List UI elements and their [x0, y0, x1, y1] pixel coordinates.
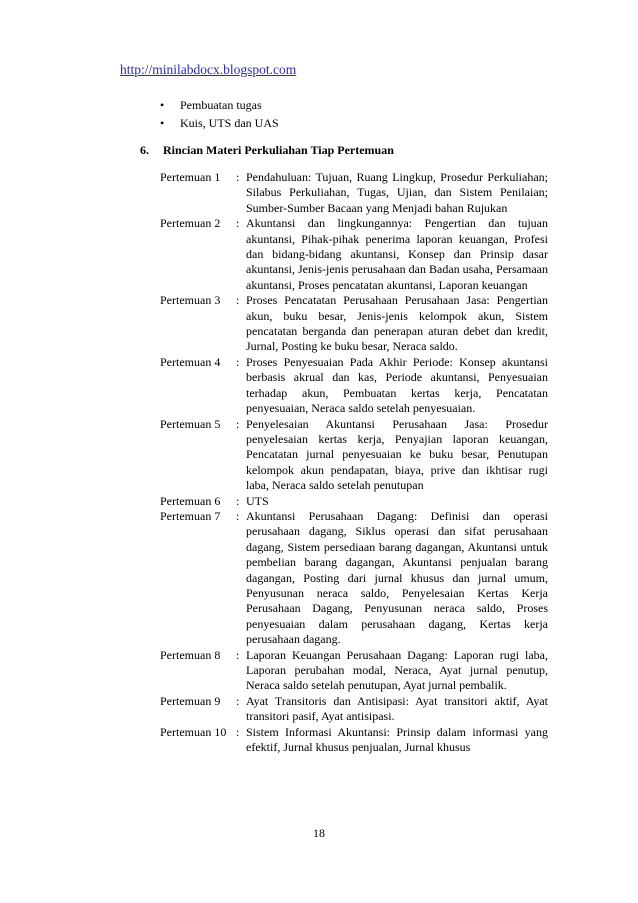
meeting-row [160, 648, 548, 694]
meeting-label: Pertemuan 9 [160, 693, 221, 708]
bullet-item [160, 114, 279, 132]
meeting-row [160, 494, 548, 509]
meeting-label: Pertemuan 2 [160, 216, 221, 231]
meeting-label: Pertemuan 7 [160, 508, 221, 523]
meeting-text: UTS [246, 493, 269, 508]
meeting-colon: : [236, 724, 240, 739]
meeting-label: Pertemuan 10 [160, 724, 227, 739]
meeting-colon: : [236, 493, 240, 508]
meeting-label: Pertemuan 1 [160, 170, 221, 184]
meeting-colon: : [236, 216, 240, 231]
section-heading [140, 143, 394, 158]
meeting-row [160, 170, 548, 216]
meeting-text: Sistem Informasi Akuntansi: Prinsip dalam informasi yang efektif, Jurnal khusus penjualan, Jurnal khusus [246, 724, 548, 755]
meeting-colon: : [236, 416, 240, 431]
meeting-row [160, 509, 548, 648]
meeting-row [160, 417, 548, 494]
meeting-colon: : [236, 354, 240, 369]
meeting-row [160, 725, 548, 756]
meeting-row [160, 355, 548, 417]
meeting-row [160, 216, 548, 293]
meeting-text: Akuntansi dan lingkungannya: Pengertian dan tujuan akuntansi, Pihak-pihak penerima laporan keuangan, Profesi dan bidang-bidang akuntansi, Konsep dan Prinsip dasar akuntansi, Jenis-jenis perusahaan dan Badan usaha, Persamaan akuntansi, Proses pencatatan akuntansi, Laporan keuangan [246, 216, 548, 292]
bullet-dot-icon: • [160, 116, 165, 130]
meeting-text: Akuntansi Perusahaan Dagang: Definisi dan operasi perusahaan dagang, Siklus operasi dan sifat perusahaan dagang, Sistem persediaan barang dagangan, Akuntansi untuk pembelian barang dagangan, Akuntansi penjualan barang dagangan, Posting dari jurnal khusus dan jurnal umum, Penyusunan neraca saldo, Penyelesaian Kertas Kerja Perusahaan Dagang, Penyusunan neraca saldo, Proses penyesuaian dalam perusahaan dagang, Kertas kerja perusahaan dagang. [246, 508, 548, 647]
meeting-text: Proses Pencatatan Perusahaan Perusahaan Jasa: Pengertian akun, buku besar, Jenis-jenis kelompok akun, Sistem pencatatan berganda dan penerapan aturan debet dan kredit, Jurnal, Posting ke buku besar, Neraca saldo. [246, 293, 548, 354]
meeting-text: Ayat Transitoris dan Antisipasi: Ayat transitori aktif, Ayat transitori pasif, Ayat antisipasi. [246, 693, 548, 724]
meeting-colon: : [236, 170, 240, 184]
meeting-text: Pendahuluan: Tujuan, Ruang Lingkup, Prosedur Perkuliahan; Silabus Perkuliahan, Tugas, Ujian, dan Sistem Penilaian; Sumber-Sumber Bacaan yang Menjadi bahan Rujukan [246, 170, 548, 215]
meeting-text: Penyelesaian Akuntansi Perusahaan Jasa: Prosedur penyelesaian kertas kerja, Penyajian laporan keuangan, Pencatatan jurnal penyesuaian ke buku besar, Penutupan kelompok akun pendapatan, biaya, prive dan ikhtisar rugi laba, Neraca saldo setelah penutupan [246, 416, 548, 493]
meeting-label: Pertemuan 6 [160, 493, 221, 508]
meeting-text: Proses Penyesuaian Pada Akhir Periode: Konsep akuntansi berbasis akrual dan kas, Periode akuntansi, Penyesuaian terhadap akun, Pembuatan kertas kerja, Pencatatan penyesuaian, Neraca saldo setelah penyesuaian. [246, 354, 548, 416]
bullet-list [160, 96, 279, 132]
meeting-colon: : [236, 647, 240, 662]
meeting-text: Laporan Keuangan Perusahaan Dagang: Laporan rugi laba, Laporan perubahan modal, Neraca, Ayat jurnal penutup, Neraca saldo setelah penutupan, Ayat jurnal pembalik. [246, 647, 548, 693]
source-url-link[interactable]: http://minilabdocx.blogspot.com [120, 62, 297, 77]
meeting-colon: : [236, 508, 240, 523]
bullet-item [160, 96, 279, 114]
meeting-list [160, 170, 548, 755]
meeting-row [160, 293, 548, 355]
meeting-colon: : [236, 293, 240, 308]
section-title: Rincian Materi Perkuliahan Tiap Pertemuan [163, 143, 394, 157]
meeting-colon: : [236, 693, 240, 708]
page-number: 18 [313, 826, 325, 840]
meeting-label: Pertemuan 4 [160, 354, 221, 369]
bullet-dot-icon: • [160, 98, 165, 112]
meeting-label: Pertemuan 8 [160, 647, 221, 662]
meeting-label: Pertemuan 3 [160, 293, 221, 308]
bullet-item-text: Kuis, UTS dan UAS [180, 116, 279, 130]
meeting-row [160, 694, 548, 725]
bullet-item-text: Pembuatan tugas [180, 98, 262, 112]
section-number: 6. [140, 143, 149, 157]
meeting-label: Pertemuan 5 [160, 416, 221, 431]
